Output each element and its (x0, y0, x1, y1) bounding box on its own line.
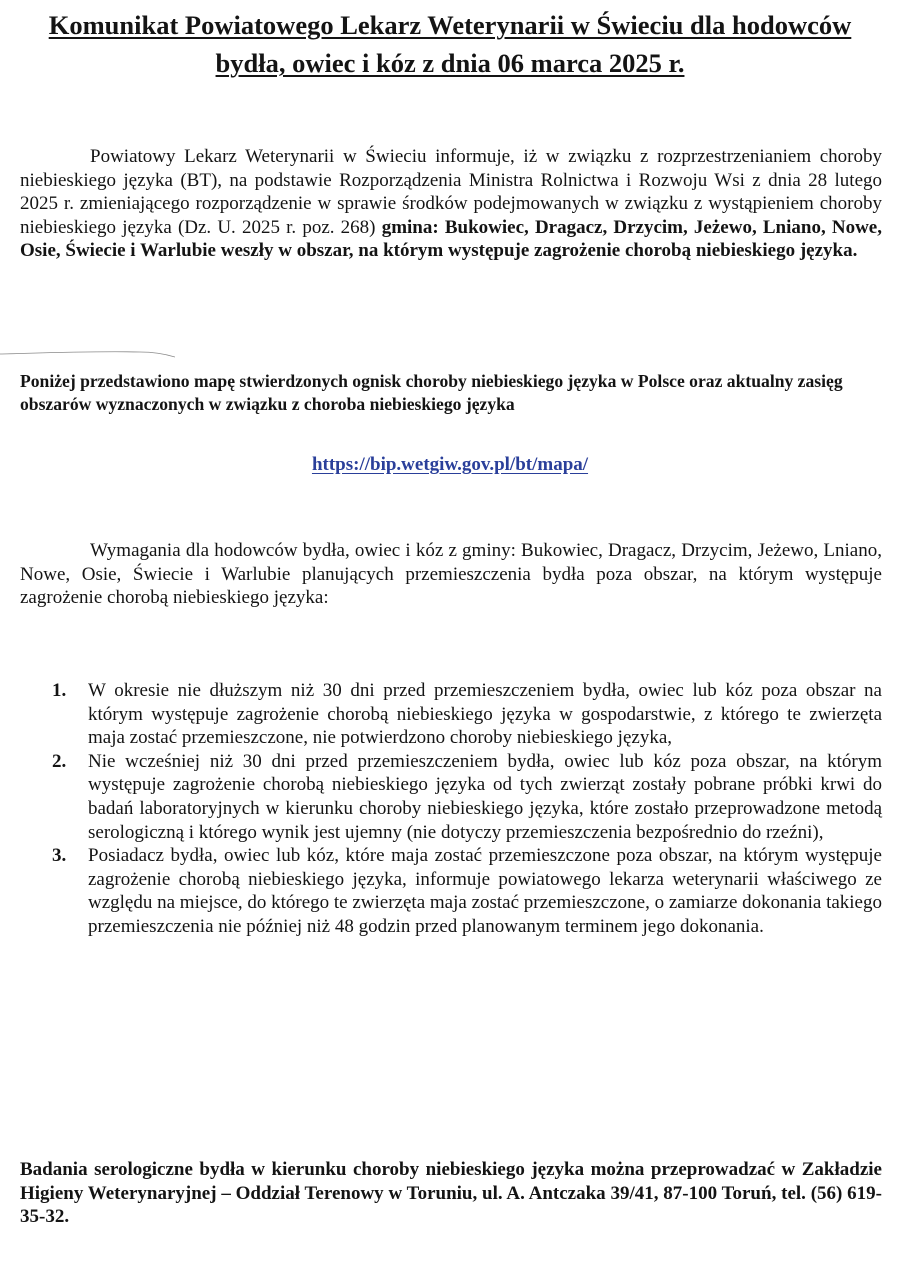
intro-bold-text: gmina: Bukowiec, Dragacz, Drzycim, Jeżewo, Lniano, Nowe, Osie, Świecie i Warlubie weszły w obszar, na którym występuje zagrożenie chorobą niebieskiego języka. (20, 216, 882, 262)
list-item-text: Nie wcześniej niż 30 dni przed przemieszczeniem bydła, owiec lub kóz poza obszar, na którym występuje zagrożenie chorobą niebieskiego języka od tych zwierząt zostały pobrane próbki krwi do badań laboratoryjnych w kierunku choroby niebieskiego języka, które zostało przeprowadzone metodą serologiczną i którego wynik jest ujemny (nie dotyczy przemieszczenia bezpośrednio do rzeźni), (88, 750, 882, 843)
list-item-text: Posiadacz bydła, owiec lub kóz, które maja zostać przemieszczone poza obszar, na którym występuje zagrożenie chorobą niebieskiego języka, informuje powiatowego lekarza weterynarii właściwego ze względu na miejsce, do którego te zwierzęta maja zostać przemieszczone, o zamiarze dokonania takiego przemieszczenia nie później niż 48 godzin przed planowanym terminem jego dokonania. (88, 845, 882, 937)
list-item-number: 3. (52, 845, 67, 867)
lab-info-paragraph: Badania serologiczne bydła w kierunku choroby niebieskiego języka można przeprowadzać w Zakładzie Higieny Weterynaryjnej – Oddział Terenowy w Toruniu, ul. A. Antczaka 39/41, 87-100 Toruń, tel. (56) 619-35-32. (20, 1159, 882, 1228)
list-item-text: W okresie nie dłuższym niż 30 dni przed przemieszczeniem bydła, owiec lub kóz poza obszar na którym występuje zagrożenie chorobą niebieskiego języka w gospodarstwie, z którego te zwierzęta maja zostać przemieszczone, nie potwierdzono choroby niebieskiego języka, (88, 680, 882, 749)
map-notice: Poniżej przedstawiono mapę stwierdzonych ognisk choroby niebieskiego języka w Polsce oraz aktualny zasięg obszarów wyznaczonych w związku z choroba niebieskiego języka (20, 371, 843, 414)
intro-text: Powiatowy Lekarz Weterynarii w Świeciu informuje, iż w związku z rozprzestrzenianiem choroby niebieskiego języka (BT), na podstawie Rozporządzenia Ministra Rolnictwa i Rozwoju Wsi z dnia 28 lutego 2025 r. zmieniającego rozporządzenie w sprawie środków podejmowanych w związku z wystąpieniem choroby niebieskiego języka (Dz. U. 2025 r. poz. 268) (20, 146, 882, 238)
list-item (20, 679, 882, 750)
document-title: Komunikat Powiatowego Lekarz Weterynarii w Świeciu dla hodowców bydła, owiec i kóz z dnia 06 marca 2025 r. (48, 10, 852, 78)
requirements-intro: Wymagania dla hodowców bydła, owiec i kóz z gminy: Bukowiec, Dragacz, Drzycim, Jeżewo, Lniano, Nowe, Osie, Świecie i Warlubie planujących przemieszczenia bydła poza obszar, na którym występuje zagrożenie chorobą niebieskiego języka: (20, 540, 882, 609)
requirements-list (20, 679, 882, 939)
map-link[interactable]: https://bip.wetgiw.gov.pl/bt/mapa/ (311, 454, 589, 475)
list-item-number: 2. (52, 750, 67, 772)
intro-paragraph (20, 145, 882, 263)
list-item (20, 844, 882, 938)
list-item (20, 750, 882, 844)
scan-artifact-line (0, 346, 175, 358)
list-item-number: 1. (52, 680, 67, 701)
